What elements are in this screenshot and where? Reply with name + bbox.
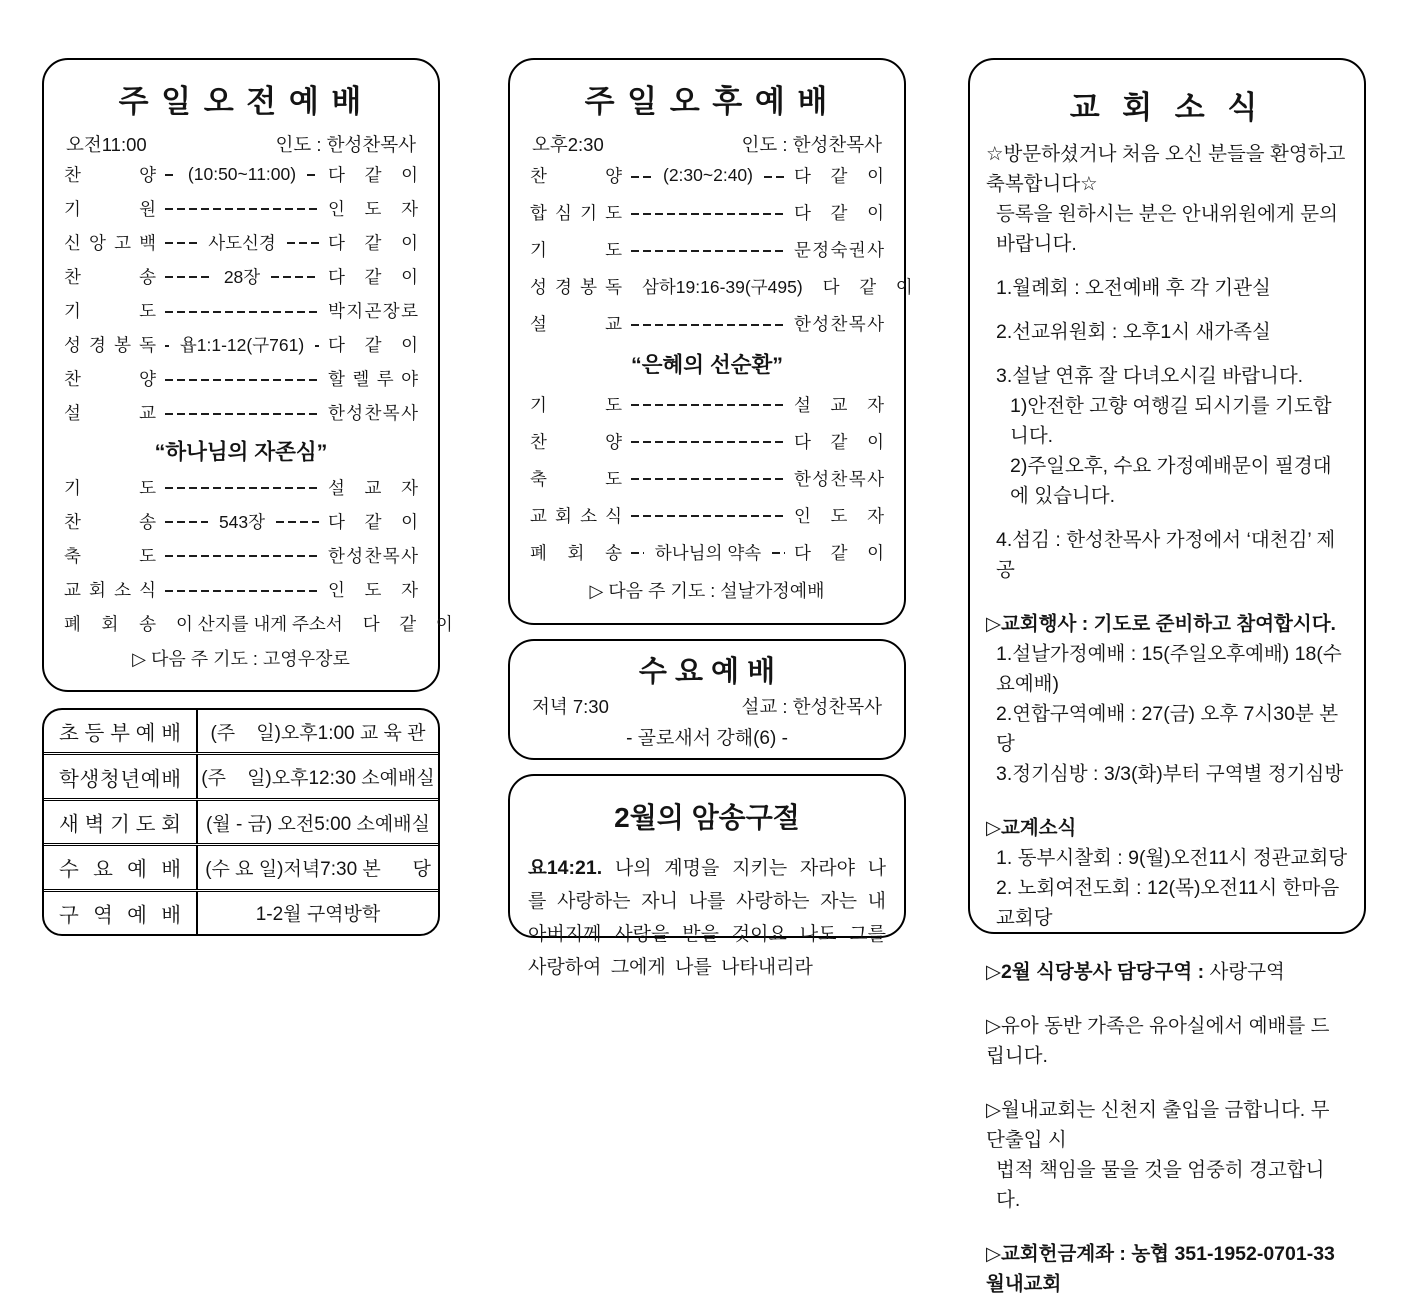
service-person: 다 같 이 — [794, 542, 885, 563]
service-label: 합 심 기 도 — [530, 203, 622, 224]
table-service-info: 1-2월 구역방학 — [255, 904, 381, 926]
dash-leader — [772, 552, 785, 554]
service-label: 찬 송 — [64, 266, 156, 287]
table-service-name: 수 요 예 배 — [44, 846, 198, 888]
dash-leader — [165, 521, 208, 523]
table-service-info: (월 - 금) 오전5:00 소예배실 — [206, 813, 430, 835]
wednesday-worship-title: 수 요 예 배 — [638, 655, 776, 688]
service-person: 다 같 이 — [362, 614, 453, 635]
table-row — [44, 798, 438, 843]
service-row — [64, 400, 418, 425]
afternoon-worship-panel — [508, 58, 913, 625]
wednesday-sermon-series: - 골로새서 강해(6) - — [626, 728, 788, 750]
dash-leader — [315, 345, 319, 347]
service-person: 다 같 이 — [794, 203, 884, 224]
morning-worship-panel — [42, 58, 453, 692]
service-detail: 삼하19:16-39(구495) — [642, 277, 803, 298]
service-person: 한 성 찬 목 사 — [328, 403, 418, 424]
news-line: ▷2월 식당봉사 담당구역 : 사랑구역 — [986, 961, 1285, 983]
service-person: 한 성 찬 목 사 — [328, 545, 418, 566]
service-person: 인 도 자 — [328, 580, 418, 601]
service-label: 신 앙 고 백 — [64, 232, 156, 253]
news-line: 2)주일오후, 수요 가정예배문이 필경대에 있습니다. — [1010, 455, 1332, 507]
news-line: ▷교회행사 : 기도로 준비하고 참여합시다. — [986, 613, 1336, 635]
news-line: 1)안전한 고향 여행길 되시기를 기도합니다. — [1010, 395, 1332, 447]
service-person: 인 도 자 — [794, 505, 884, 526]
dash-leader — [764, 176, 785, 178]
service-label: 기 도 — [64, 477, 156, 498]
service-row — [64, 230, 418, 255]
service-person: 인 도 자 — [328, 198, 418, 219]
service-row — [530, 274, 913, 299]
service-label: 교 회 소 식 — [530, 505, 622, 526]
service-row — [530, 429, 884, 454]
service-person: 다 같 이 — [328, 266, 418, 287]
memory-verse-title: 2월의 암송구절 — [614, 802, 800, 833]
dash-leader — [631, 324, 785, 326]
dash-leader — [165, 208, 319, 210]
service-row — [64, 543, 418, 568]
sermon-title: “은혜의 선순환” — [630, 353, 784, 378]
service-detail: 하나님의 약속 — [654, 542, 762, 563]
service-label: 축 도 — [64, 545, 156, 566]
morning-worship-title: 주 일 오 전 예 배 — [118, 84, 364, 119]
next-week-note: ▷ 다음 주 기도 : 고영우장로 — [132, 649, 350, 670]
memory-verse-text — [528, 852, 886, 984]
service-detail: 이 산지를 내게 주소서 — [176, 614, 343, 635]
morning-worship-leader: 인도 : 한성찬목사 — [275, 134, 416, 155]
service-person: 다 같 이 — [794, 166, 884, 187]
dash-leader — [287, 242, 319, 244]
wednesday-worship-time: 저녁 7:30 — [532, 696, 609, 718]
service-detail: (10:50~11:00) — [187, 163, 297, 184]
service-label: 성 경 봉 독 — [530, 277, 622, 298]
service-label: 찬 양 — [530, 166, 622, 187]
service-person: 할 렐 루 야 — [328, 369, 418, 390]
news-line: 4.섬김 : 한성찬목사 가정에서 ‘대천김’ 제공 — [996, 529, 1336, 581]
service-person: 다 같 이 — [328, 511, 419, 532]
service-row — [64, 475, 418, 500]
service-row — [530, 237, 884, 262]
service-person: 다 같 이 — [822, 277, 913, 298]
service-label: 성 경 봉 독 — [64, 335, 156, 356]
service-label: 찬 양 — [530, 431, 622, 452]
dash-leader — [165, 379, 319, 381]
dash-leader — [165, 487, 319, 489]
service-detail: (2:30~2:40) — [663, 165, 753, 186]
service-row — [64, 298, 418, 323]
memory-verse-panel — [508, 774, 906, 978]
news-line: ☆방문하셨거나 처음 오신 분들을 환영하고 축복합니다☆ — [986, 143, 1351, 195]
dash-leader — [165, 345, 169, 347]
service-row — [530, 466, 884, 491]
afternoon-worship-leader: 인도 : 한성찬목사 — [741, 134, 882, 155]
service-row — [64, 162, 418, 187]
table-service-info: (주 일)오후1:00 교 육 관 — [210, 722, 426, 744]
service-person: 다 같 이 — [328, 335, 419, 356]
table-service-name: 구 역 예 배 — [44, 892, 198, 934]
dash-leader — [165, 555, 319, 557]
dash-leader — [165, 590, 319, 592]
news-line: ▷유아 동반 가족은 유아실에서 예배를 드립니다. — [986, 1015, 1330, 1067]
dash-leader — [307, 174, 319, 176]
service-row — [530, 163, 884, 188]
table-service-name: 학 생 청 년 예 배 — [44, 755, 198, 797]
service-person: 한 성 찬 목 사 — [794, 314, 884, 335]
service-person: 다 같 이 — [794, 431, 884, 452]
wednesday-worship-preacher: 설교 : 한성찬목사 — [741, 696, 882, 718]
dash-leader — [276, 521, 319, 523]
service-row — [64, 196, 418, 221]
news-line: 1.설날가정예배 : 15(주일오후예배) 18(수요예배) — [996, 643, 1342, 695]
news-line: ▷교회헌금계좌 : 농협 351-1952-0701-33 월내교회 — [986, 1243, 1341, 1295]
service-row — [530, 200, 884, 225]
table-row — [44, 752, 438, 797]
church-news-lines — [986, 139, 1351, 1299]
service-label: 기 도 — [530, 240, 622, 261]
dash-leader — [165, 242, 197, 244]
wednesday-worship-header — [530, 693, 884, 719]
service-label: 폐 회 송 — [530, 542, 622, 563]
service-row — [64, 509, 418, 534]
dash-leader — [271, 276, 319, 278]
news-line: 1. 동부시찰회 : 9(월)오전11시 정관교회당 — [996, 847, 1348, 869]
dash-leader — [631, 552, 644, 554]
service-row — [64, 577, 418, 602]
service-row — [64, 611, 453, 636]
memory-verse-body: 나의 계명을 지키는 자라야 나를 사랑하는 자니 나를 사랑하는 자는 내 아버지께 사랑을 받을 것이요 나도 그를 사랑하여 그에게 나를 나타내리라 — [528, 858, 887, 978]
morning-worship-time: 오전11:00 — [66, 134, 147, 155]
news-line: 3.정기심방 : 3/3(화)부터 구역별 정기심방 — [996, 763, 1344, 785]
dash-leader — [631, 515, 785, 517]
service-detail: 사도신경 — [208, 232, 276, 253]
service-label: 기 도 — [530, 394, 622, 415]
afternoon-worship-header — [530, 123, 884, 157]
church-news-panel — [968, 58, 1366, 1295]
service-row — [530, 392, 884, 417]
afternoon-worship-order — [530, 157, 913, 609]
dash-leader — [631, 250, 785, 252]
table-service-info: (수 요 일)저녁7:30 본 당 — [205, 858, 431, 880]
dash-leader — [165, 413, 319, 415]
dash-leader — [631, 404, 785, 406]
dash-leader — [631, 213, 785, 215]
service-person: 설 교 자 — [794, 394, 884, 415]
dash-leader — [165, 311, 319, 313]
service-row — [64, 264, 418, 289]
sermon-title: “하나님의 자존심” — [154, 439, 328, 464]
dash-leader — [631, 176, 652, 178]
news-line: 법적 책임을 물을 것을 엄중히 경고합니다. — [996, 1159, 1325, 1211]
wednesday-worship-panel — [508, 639, 906, 760]
service-row — [530, 311, 884, 336]
news-line: 등록을 원하시는 분은 안내위원에게 문의 바랍니다. — [996, 203, 1344, 255]
table-service-name: 새 벽 기 도 회 — [44, 801, 198, 843]
service-detail: 28장 — [223, 266, 261, 287]
table-row — [44, 710, 438, 752]
service-label: 축 도 — [530, 468, 622, 489]
service-row — [530, 503, 884, 528]
service-detail: 543장 — [218, 511, 266, 532]
church-news-title: 교 회 소 식 — [1069, 90, 1265, 125]
dash-leader — [165, 276, 213, 278]
table-row — [44, 843, 438, 888]
service-label: 설 교 — [530, 314, 622, 335]
service-row — [530, 540, 884, 565]
service-label: 찬 양 — [64, 369, 156, 390]
service-person: 다 같 이 — [328, 232, 418, 253]
service-detail: 욥1:1-12(구761) — [179, 335, 305, 356]
news-line: 2. 노회여전도회 : 12(목)오전11시 한마음교회당 — [996, 877, 1340, 929]
news-line: ▷월내교회는 신천지 출입을 금합니다. 무단출입 시 — [986, 1099, 1330, 1151]
news-line: 3.설날 연휴 잘 다녀오시길 바랍니다. — [996, 365, 1304, 387]
service-label: 찬 양 — [64, 164, 156, 185]
table-service-name: 초 등 부 예 배 — [44, 710, 198, 752]
service-person: 설 교 자 — [328, 477, 418, 498]
service-row — [64, 366, 418, 391]
memory-verse-reference: 요14:21. — [528, 857, 603, 879]
news-line: ▷교계소식 — [986, 817, 1077, 839]
table-row — [44, 889, 438, 934]
service-label: 기 원 — [64, 198, 156, 219]
morning-worship-order — [64, 157, 453, 676]
news-line: 2.연합구역예배 : 27(금) 오후 7시30분 본당 — [996, 703, 1339, 755]
dash-leader — [165, 174, 177, 176]
table-service-info: (주 일)오후12:30 소예배실 — [201, 768, 435, 790]
news-line: 1.월례회 : 오전예배 후 각 기관실 — [996, 277, 1271, 299]
service-person: 박 지 곤 장 로 — [328, 301, 418, 322]
afternoon-worship-title: 주 일 오 후 예 배 — [584, 84, 830, 119]
service-person: 한 성 찬 목 사 — [794, 468, 884, 489]
service-label: 찬 송 — [64, 511, 156, 532]
news-line: 2.선교위원회 : 오후1시 새가족실 — [996, 321, 1271, 343]
service-label: 기 도 — [64, 301, 156, 322]
service-label: 교 회 소 식 — [64, 580, 156, 601]
service-person: 다 같 이 — [328, 164, 419, 185]
morning-worship-header — [64, 123, 418, 157]
dash-leader — [631, 441, 785, 443]
service-label: 설 교 — [64, 403, 156, 424]
dept-services-table — [42, 708, 440, 936]
dash-leader — [631, 478, 785, 480]
next-week-note: ▷ 다음 주 기도 : 설날가정예배 — [589, 580, 825, 601]
service-label: 폐 회 송 — [64, 614, 156, 635]
service-person: 문 정 숙 권 사 — [794, 240, 884, 261]
afternoon-worship-time: 오후2:30 — [532, 134, 604, 155]
service-row — [64, 332, 418, 357]
